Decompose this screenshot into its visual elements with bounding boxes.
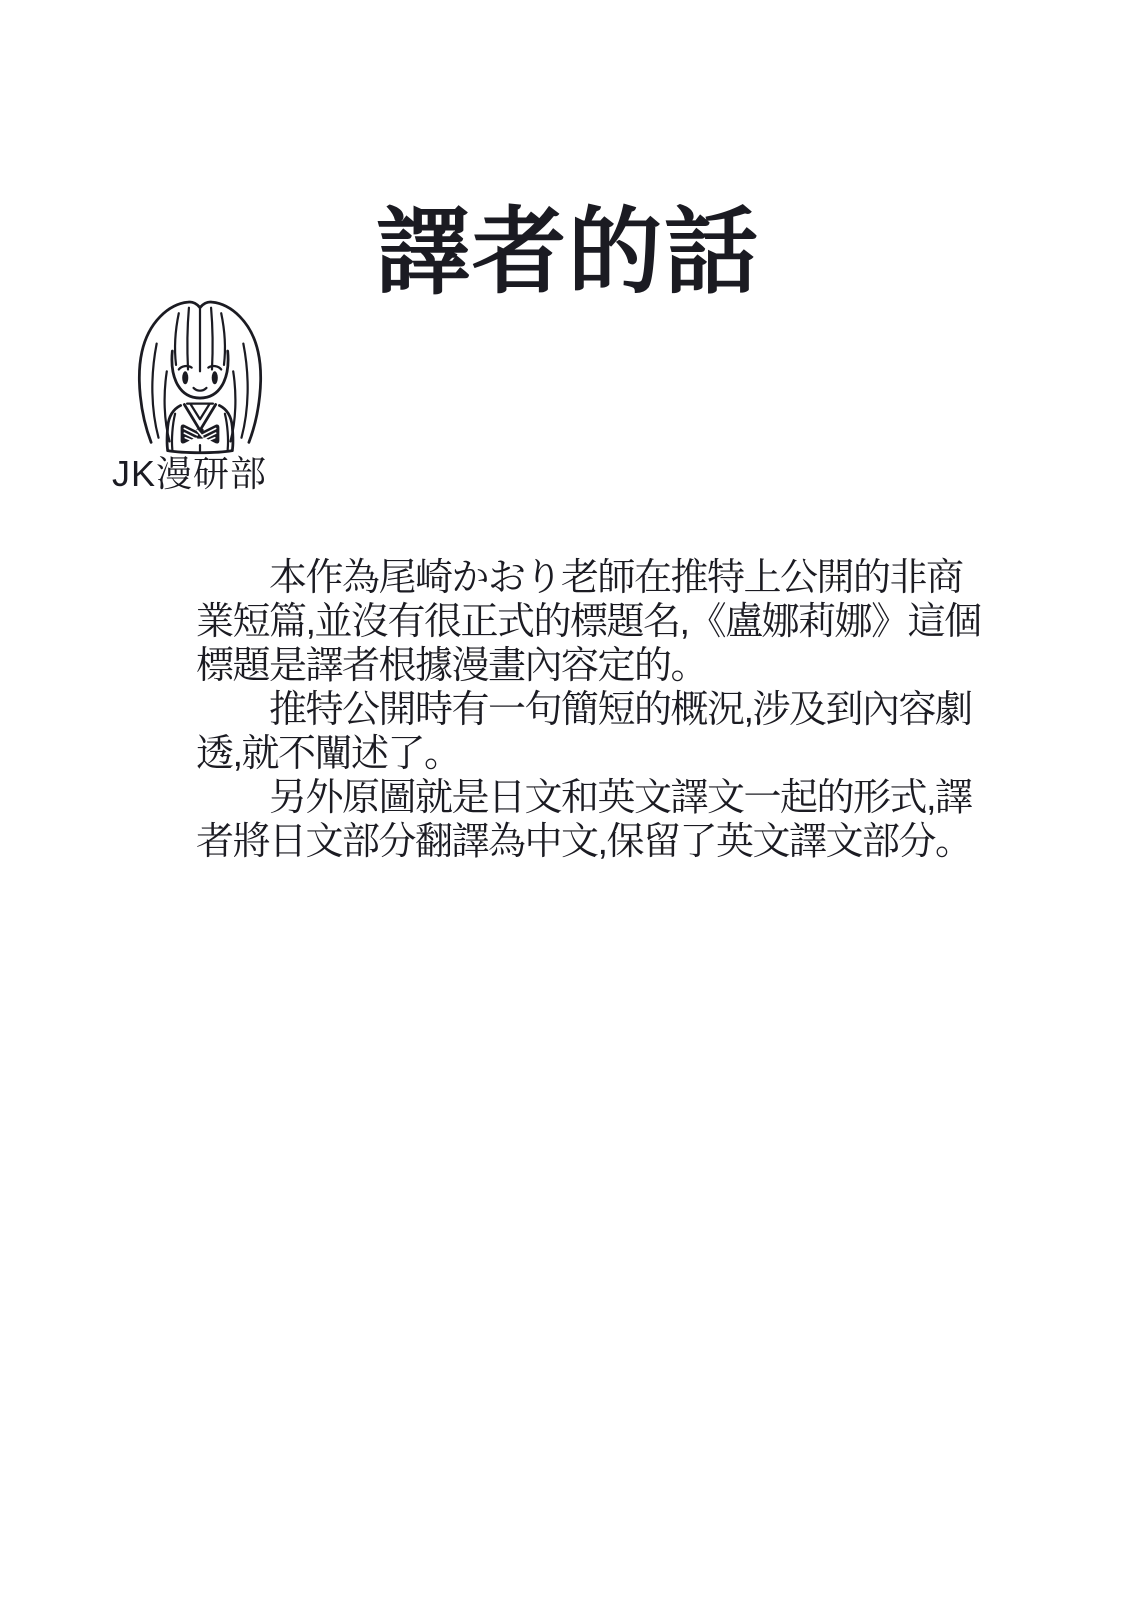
translator-note-text [196, 556, 981, 864]
page-title: 譯者的話 [375, 199, 760, 304]
note-line: 標題是譯者根據漫畫內容定的。 [196, 645, 708, 687]
note-line: 者將日文部分翻譯為中文,保留了英文譯文部分。 [196, 821, 972, 863]
mascot-girl-drawing [126, 292, 274, 458]
note-line: 推特公開時有一句簡短的概況,涉及到內容劇 [196, 689, 972, 731]
note-line: 另外原圖就是日文和英文譯文一起的形式,譯 [196, 777, 972, 819]
note-line: 業短篇,並沒有很正式的標題名,《盧娜莉娜》這個 [196, 601, 981, 643]
mascot-caption: JK漫研部 [112, 453, 268, 494]
note-line: 透,就不闡述了。 [196, 733, 461, 775]
mascot-figure [112, 292, 288, 494]
note-line: 本作為尾崎かおり老師在推特上公開的非商 [196, 557, 963, 599]
